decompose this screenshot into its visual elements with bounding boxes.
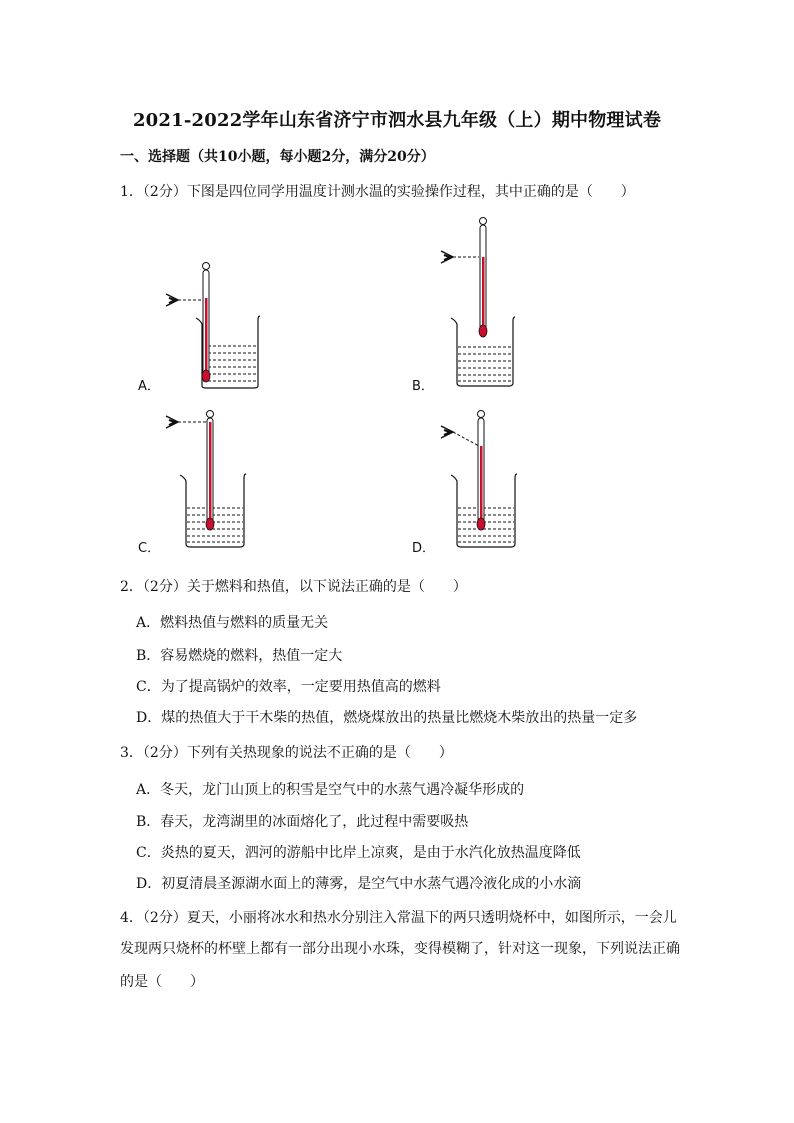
- figure-label-c: C．: [138, 541, 161, 556]
- question-2-option-a: A．燃料热值与燃料的质量无关: [136, 615, 329, 631]
- thermometer-figure-d: [435, 408, 545, 553]
- question-3-stem: 3．（2分）下列有关热现象的说法不正确的是（ ）: [120, 745, 453, 761]
- question-4-stem-line-3: 的是（ ）: [120, 974, 204, 990]
- eye-icon: [441, 426, 453, 438]
- water-lines: [203, 346, 257, 381]
- thermometer: [206, 411, 214, 531]
- eye-icon: [166, 416, 178, 428]
- water-lines: [458, 347, 512, 381]
- question-4-stem-line-2: 发现两只烧杯的杯壁上都有一部分出现小水珠，变得模糊了，针对这一现象，下列说法正确: [120, 941, 680, 957]
- thermometer-figure-b: [435, 213, 545, 393]
- figure-label-a: A．: [138, 379, 160, 394]
- question-3-option-b: B．春天，龙湾湖里的冰面熔化了，此过程中需要吸热: [136, 814, 469, 830]
- thermometer: [202, 263, 210, 383]
- question-2-option-c: C．为了提高锅炉的效率，一定要用热值高的燃料: [136, 679, 441, 695]
- question-2-option-d: D．煤的热值大于干木柴的热值，燃烧煤放出的热量比燃烧木柴放出的热量一定多: [136, 710, 638, 726]
- question-3-option-d: D．初夏清晨圣源湖水面上的薄雾，是空气中水蒸气遇冷液化成的小水滴: [136, 876, 582, 892]
- thermometer-figure-a: [160, 258, 270, 393]
- question-2-stem: 2．（2分）关于燃料和热值，以下说法正确的是（ ）: [120, 579, 467, 595]
- eye-icon: [441, 251, 453, 263]
- question-3-option-a: A．冬天，龙门山顶上的积雪是空气中的水蒸气遇冷凝华形成的: [136, 782, 525, 798]
- water-lines: [187, 508, 243, 542]
- section-heading: 一、选择题（共10小题，每小题2分，满分20分）: [120, 149, 435, 165]
- question-1-stem: 1．（2分）下图是四位同学用温度计测水温的实验操作过程，其中正确的是（ ）: [120, 184, 635, 200]
- thermometer: [477, 411, 485, 531]
- figure-label-b: B．: [412, 379, 434, 394]
- figure-label-d: D．: [412, 541, 436, 556]
- thermometer-figure-c: [160, 408, 270, 553]
- eye-icon: [166, 294, 178, 306]
- page-title: 2021-2022学年山东省济宁市泗水县九年级（上）期中物理试卷: [132, 110, 662, 131]
- question-4-stem-line-1: 4．（2分）夏天，小丽将冰水和热水分别注入常温下的两只透明烧杯中，如图所示，一会儿: [120, 910, 677, 926]
- question-3-option-c: C．炎热的夏天，泗河的游船中比岸上凉爽，是由于水汽化放热温度降低: [136, 845, 581, 861]
- thermometer: [479, 218, 487, 338]
- water-lines: [458, 508, 514, 542]
- question-2-option-b: B．容易燃烧的燃料，热值一定大: [136, 648, 343, 664]
